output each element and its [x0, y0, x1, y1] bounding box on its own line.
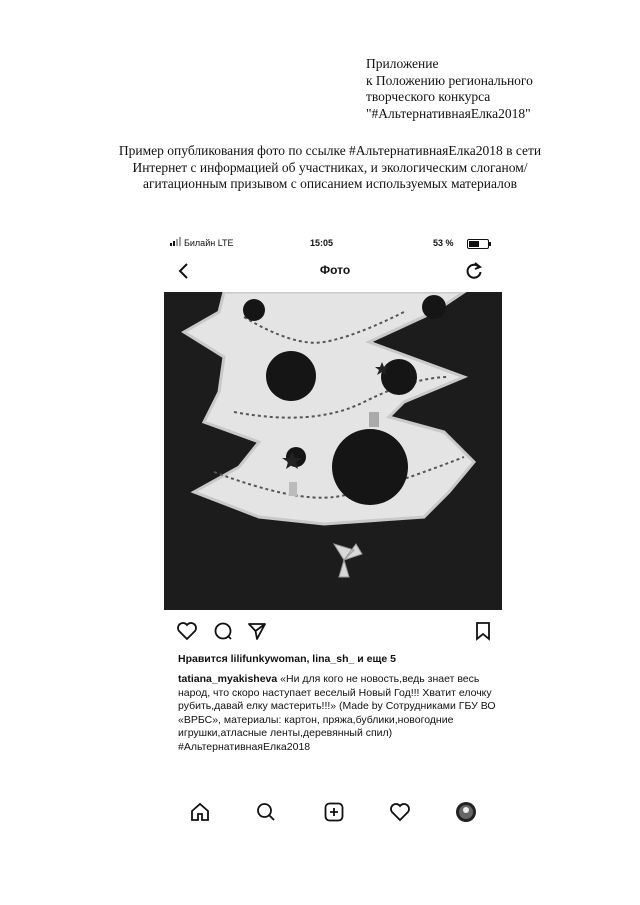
likes-summary[interactable]: Нравится lilifunkywoman, lina_sh_ и еще 5	[178, 653, 396, 665]
post-username[interactable]: tatiana_myakisheva	[178, 673, 278, 685]
post-actions	[160, 620, 510, 644]
example-caption	[80, 143, 580, 193]
battery-fill	[469, 241, 479, 247]
refresh-icon[interactable]	[464, 261, 484, 281]
appendix-block	[366, 56, 533, 122]
caption-line: Интернет с информацией об участниках, и экологическим слоганом/	[132, 159, 528, 175]
add-post-icon[interactable]	[322, 800, 346, 824]
caption-line: Пример опубликования фото по ссылке #АльтернативнаяЕлка2018 в сети	[118, 143, 542, 158]
appendix-line: "#АльтернативнаяЕлка2018"	[366, 105, 531, 121]
appendix-line: к Положению регионального	[366, 72, 533, 88]
heart-icon[interactable]	[176, 620, 198, 642]
battery-percent: 53 %	[433, 238, 454, 248]
search-icon[interactable]	[254, 800, 278, 824]
carrier-label: Билайн LTE	[184, 238, 234, 248]
post-text: «Ни для кого не новость,ведь знает весь народ, что скоро наступает веселый Новый Год!!! Хватит елочку рубить,давай елку мастерить!!!» (Made by Сотрудниками ГБУ ВО «ВРБС», материалы: картон, пряжа,бублики,новогодние игрушки,атласные ленты,деревянный спил)	[178, 673, 496, 739]
christmas-tree-photo	[164, 292, 502, 610]
post-photo[interactable]	[164, 292, 502, 610]
status-time: 15:05	[310, 238, 334, 248]
send-icon[interactable]	[246, 620, 268, 642]
page-title: Фото	[319, 263, 351, 277]
home-icon[interactable]	[188, 800, 212, 824]
caption-line: агитационным призывом с описанием используемых материалов	[142, 176, 517, 191]
bookmark-icon[interactable]	[472, 620, 494, 642]
signal-icon	[170, 237, 181, 246]
post-caption	[178, 673, 500, 754]
nav-bar	[160, 258, 510, 284]
battery-icon	[467, 239, 489, 249]
activity-heart-icon[interactable]	[388, 800, 412, 824]
instagram-screenshot	[160, 228, 510, 848]
profile-icon[interactable]	[454, 800, 478, 824]
comment-icon[interactable]	[212, 620, 234, 642]
status-bar	[160, 236, 510, 250]
appendix-line: творческого конкурса	[366, 89, 491, 104]
post-hashtag[interactable]: #АльтернативнаяЕлка2018	[178, 740, 311, 753]
bottom-tab-bar	[160, 800, 510, 828]
appendix-line: Приложение	[366, 56, 439, 71]
